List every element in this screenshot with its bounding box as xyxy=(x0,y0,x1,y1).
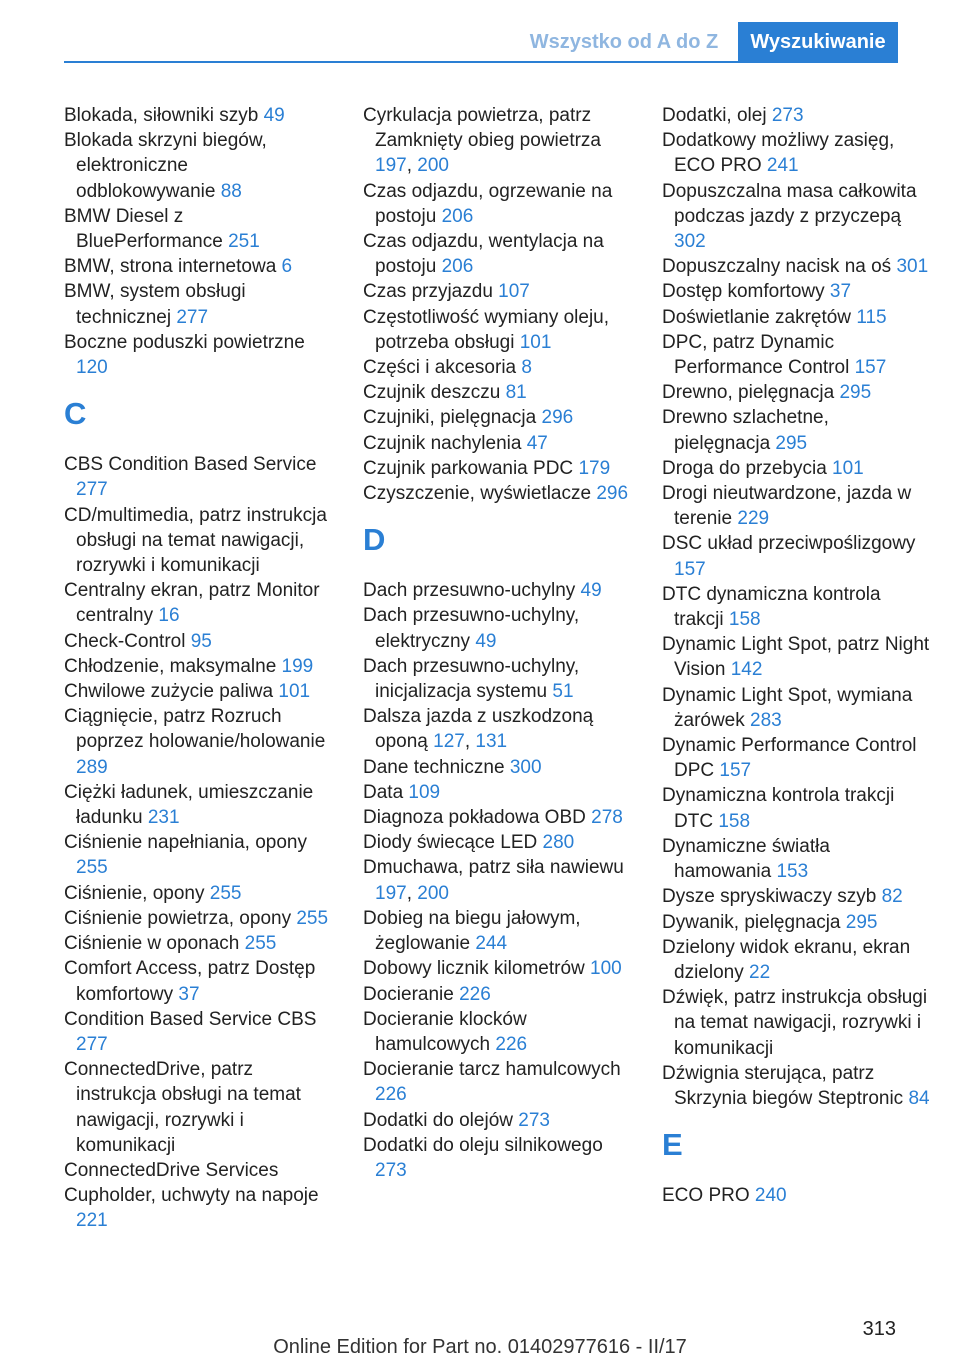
index-entry xyxy=(64,578,332,628)
index-term: BMW Diesel z BluePerformance xyxy=(64,205,223,253)
page-link[interactable]: 251 xyxy=(228,231,260,253)
index-term: Drewno, pielęgnacja xyxy=(662,382,835,404)
page-link[interactable]: 295 xyxy=(845,911,878,933)
page-link[interactable]: 107 xyxy=(498,281,530,303)
index-entry xyxy=(64,780,332,830)
index-term: Boczne poduszki powietrzne xyxy=(64,331,305,353)
page-link[interactable]: 131 xyxy=(475,731,508,753)
index-entry xyxy=(64,629,332,654)
index-term: Doświetlanie zakrętów xyxy=(662,306,852,328)
index-term: Droga do przebycia xyxy=(662,457,827,479)
index-term: Dynamic Light Spot, wymiana żarówek xyxy=(662,684,913,731)
page-link[interactable]: 289 xyxy=(76,756,108,778)
index-term: Cupholder, uchwyty na napoje xyxy=(64,1185,319,1207)
page-link[interactable]: 197 xyxy=(375,155,407,177)
index-entry xyxy=(662,405,930,455)
header xyxy=(0,0,960,62)
page-link[interactable]: 95 xyxy=(190,630,212,652)
page-link[interactable]: 51 xyxy=(552,681,574,703)
page-link[interactable]: 229 xyxy=(737,508,770,530)
page-link[interactable]: 115 xyxy=(856,306,887,328)
index-term: Dodatki, olej xyxy=(662,105,767,126)
page-link[interactable]: 231 xyxy=(147,807,180,829)
edition-footer: Online Edition for Part no. 01402977616 - II/17 xyxy=(273,1336,687,1358)
index-entry xyxy=(64,1183,332,1233)
index-term: Diody świecące LED xyxy=(363,832,538,854)
page-link[interactable]: 6 xyxy=(281,256,293,278)
page-link[interactable]: 158 xyxy=(718,810,751,832)
index-entry xyxy=(363,1057,631,1107)
index-entry xyxy=(363,1108,631,1133)
index-entry xyxy=(64,1057,332,1158)
index-term: Dane techniczne xyxy=(363,756,505,778)
page-link[interactable]: 109 xyxy=(408,781,441,803)
page-link[interactable]: 179 xyxy=(578,457,611,479)
index-term: Dach przesuwno-uchylny, inicjalizacja systemu xyxy=(363,655,580,703)
index-term: Czujnik deszczu xyxy=(363,382,501,404)
index-entry xyxy=(363,179,631,229)
index-term: Ciężki ładunek, umieszczanie ładunku xyxy=(64,781,314,829)
index-term: Dodatkowy możliwy zasięg, ECO PRO xyxy=(662,130,895,177)
index-term: Dostęp komfortowy xyxy=(662,281,825,303)
index-entry xyxy=(662,834,930,884)
index-entry xyxy=(662,380,930,405)
index-term: Drewno szlachetne, pielęgnacja xyxy=(662,407,829,454)
index-entry xyxy=(363,603,631,653)
index-term: DSC układ przeciwpoślizgowy xyxy=(662,533,916,555)
index-entry xyxy=(662,733,930,783)
index-term: Dobieg na biegu jałowym, żeglowanie xyxy=(363,907,581,955)
index-term: Dynamic Performance Control DPC xyxy=(662,735,917,782)
index-entry xyxy=(662,910,930,935)
section-letter: D xyxy=(363,522,386,558)
index-term: Dopuszczalna masa całkowita podczas jazdy z przyczepą xyxy=(662,180,917,227)
page-number: 313 xyxy=(862,1318,896,1340)
page-link[interactable]: 302 xyxy=(674,231,706,253)
index-entry xyxy=(662,305,930,330)
index-term: Dalsza jazda z uszkodzoną oponą xyxy=(363,706,594,753)
index-entry xyxy=(363,578,631,603)
page-link[interactable]: 120 xyxy=(76,357,108,379)
index-column-3 xyxy=(662,103,930,1208)
index-term: Check-Control xyxy=(64,630,186,652)
index-term: Docieranie tarcz hamulcowych xyxy=(363,1059,621,1081)
index-entry xyxy=(363,456,631,481)
index-term: Dzielony widok ekranu, ekran dzielony xyxy=(662,936,911,983)
page-link[interactable]: 127 xyxy=(433,731,465,753)
page-link[interactable]: 273 xyxy=(375,1159,407,1181)
index-entry xyxy=(662,254,930,279)
index-entry xyxy=(64,931,332,956)
index-entry xyxy=(363,906,631,956)
index-entry xyxy=(64,704,332,780)
page-link[interactable]: 280 xyxy=(542,832,575,854)
index-term: Dynamic Light Spot, patrz Night Vision xyxy=(662,634,930,681)
index-term: Ciśnienie powietrza, opony xyxy=(64,907,292,929)
section-letter: C xyxy=(64,396,87,432)
page-link[interactable]: 47 xyxy=(526,432,548,454)
page-link[interactable]: 255 xyxy=(209,882,242,904)
page-link[interactable]: 49 xyxy=(263,105,285,126)
index-entry xyxy=(662,985,930,1061)
index-entry xyxy=(363,1133,631,1183)
index-entry: Cyrkulacja powietrza, patrz Zamknięty obieg powietrza 197, 200 xyxy=(363,105,601,177)
index-entry xyxy=(64,679,332,704)
index-term: Dodatki do oleju silnikowego xyxy=(363,1134,603,1156)
index-term: Dynamiczne światła hamowania xyxy=(662,835,830,883)
index-entry xyxy=(64,330,332,380)
page-link[interactable]: 226 xyxy=(375,1084,407,1106)
page-link[interactable]: 101 xyxy=(832,457,864,479)
index-term: ConnectedDrive, patrz instrukcja obsługi na temat nawigacji, rozrywki i komunikacji xyxy=(64,1059,301,1156)
index-entry xyxy=(363,405,631,430)
index-entry xyxy=(662,481,930,531)
index-entry xyxy=(662,179,930,255)
index-term: BMW, system obsługi technicznej xyxy=(64,281,246,328)
index-entry xyxy=(363,279,631,304)
index-entry xyxy=(662,456,930,481)
index-term: Ciśnienie, opony xyxy=(64,882,205,904)
index-term: Czujnik parkowania PDC xyxy=(363,457,574,479)
index-entry xyxy=(64,1007,332,1057)
index-term: Ciśnienie w oponach xyxy=(64,933,240,955)
page-link[interactable]: 37 xyxy=(829,281,852,303)
page-link[interactable]: 158 xyxy=(728,609,761,631)
index-term: Częstotliwość wymiany oleju, potrzeba obsługi xyxy=(363,306,610,353)
index-entry xyxy=(64,1158,332,1183)
index-entry xyxy=(363,355,631,380)
index-term: DTC dynamiczna kontrola trakcji xyxy=(662,583,881,631)
index-entry xyxy=(363,1007,631,1057)
index-term: DPC, patrz Dynamic Performance Control xyxy=(662,331,850,379)
page-link[interactable]: 101 xyxy=(519,331,552,353)
page-link[interactable]: 295 xyxy=(775,432,808,454)
page-link[interactable]: 296 xyxy=(541,407,574,429)
index-entry xyxy=(662,935,930,985)
index-term: BMW, strona internetowa xyxy=(64,256,277,278)
page-link[interactable]: 200 xyxy=(417,882,449,904)
page-link[interactable]: 49 xyxy=(475,630,497,652)
index-entry xyxy=(64,503,332,579)
index-entry xyxy=(363,956,631,981)
page-link[interactable]: 301 xyxy=(896,256,929,278)
page-link[interactable]: 277 xyxy=(76,479,108,501)
tab-all-a-to-z[interactable]: Wszystko od A do Z xyxy=(529,31,719,53)
page-link[interactable]: 22 xyxy=(749,961,771,983)
index-term: Dysze spryskiwaczy szyb xyxy=(662,886,877,908)
index-entry xyxy=(64,128,332,204)
page-link[interactable]: 101 xyxy=(278,681,311,703)
index-entry: Dmuchawa, patrz siła nawiewu 197, 200 xyxy=(363,857,624,904)
index-term: Dach przesuwno-uchylny xyxy=(363,580,576,602)
page-link[interactable]: 49 xyxy=(580,580,602,602)
index-entry xyxy=(662,330,930,380)
index-term: Blokada skrzyni biegów, elektroniczne odblokowywanie xyxy=(64,130,267,202)
index-entry xyxy=(64,452,332,502)
index-term: Dopuszczalny nacisk na oś xyxy=(662,256,892,278)
index-term: Czujnik nachylenia xyxy=(363,432,522,454)
page-link[interactable]: 241 xyxy=(766,155,799,177)
page-link[interactable]: 277 xyxy=(176,306,209,328)
index-term: Czas przyjazdu xyxy=(363,281,493,303)
page-link[interactable]: 244 xyxy=(475,933,508,955)
index-term: Czas odjazdu, wentylacja na postoju xyxy=(363,231,604,278)
page-link[interactable]: 16 xyxy=(158,605,180,627)
index-entry xyxy=(662,279,930,304)
page-link[interactable]: 277 xyxy=(76,1033,108,1055)
page-link[interactable]: 226 xyxy=(459,983,491,1005)
page-link[interactable]: 240 xyxy=(754,1185,787,1207)
index-term: Czujniki, pielęgnacja xyxy=(363,407,537,429)
index-term: Blokada, siłowniki szyb xyxy=(64,105,259,126)
index-term: Drogi nieutwardzone, jazda w terenie xyxy=(662,483,912,530)
index-term: Czas odjazdu, ogrzewanie na postoju xyxy=(363,180,613,227)
index-term: Condition Based Service CBS xyxy=(64,1008,317,1030)
index-entry xyxy=(64,204,332,254)
page-link[interactable]: 84 xyxy=(908,1087,930,1109)
index-entry xyxy=(64,254,332,279)
index-entry xyxy=(363,805,631,830)
index-term: Dmuchawa, patrz siła nawiewu xyxy=(363,857,624,879)
page-link[interactable]: 300 xyxy=(509,756,542,778)
index-entry xyxy=(363,755,631,780)
header-rule xyxy=(64,61,898,63)
page-link[interactable]: 81 xyxy=(505,382,527,404)
index-entry xyxy=(64,103,332,128)
index-entry xyxy=(662,884,930,909)
index-term: Czyszczenie, wyświetlacze xyxy=(363,483,592,505)
index-term: Cyrkulacja powietrza, patrz Zamknięty obieg powietrza xyxy=(363,105,601,152)
index-entry xyxy=(64,906,332,931)
index-term: Chłodzenie, maksymalne xyxy=(64,655,277,677)
page-link[interactable]: 197 xyxy=(375,882,407,904)
index-entry xyxy=(363,780,631,805)
index-entry xyxy=(363,305,631,355)
index-term: Docieranie xyxy=(363,983,454,1005)
index-term: Centralny ekran, patrz Monitor centralny xyxy=(64,580,320,627)
page-link[interactable]: 221 xyxy=(76,1210,108,1232)
index-entry xyxy=(662,582,930,632)
page-link[interactable]: 200 xyxy=(417,155,449,177)
page-link[interactable]: 8 xyxy=(521,357,532,379)
page-link[interactable]: 37 xyxy=(178,983,200,1005)
index-term: Dźwignia sterująca, patrz Skrzynia biegów Steptronic xyxy=(662,1062,904,1109)
index-term: Dywanik, pielęgnacja xyxy=(662,911,841,933)
index-term: ECO PRO xyxy=(662,1185,750,1207)
index-entry xyxy=(64,654,332,679)
page-link[interactable]: 88 xyxy=(220,180,242,202)
index-term: Diagnoza pokładowa OBD xyxy=(363,807,586,829)
page-link[interactable]: 157 xyxy=(674,558,706,580)
index-entry xyxy=(363,982,631,1007)
page-link[interactable]: 296 xyxy=(596,483,629,505)
index-entry xyxy=(363,380,631,405)
page-link[interactable]: 255 xyxy=(296,907,329,929)
section-letter: E xyxy=(662,1127,683,1163)
index-term: Ciśnienie napełniania, opony xyxy=(64,832,307,854)
index-entry xyxy=(363,481,631,506)
page-link[interactable]: 157 xyxy=(719,760,752,782)
page-link[interactable]: 255 xyxy=(76,857,108,879)
index-term: Dźwięk, patrz instrukcja obsługi na temat nawigacji, rozrywki i komunikacji xyxy=(662,987,928,1059)
page-link[interactable]: 199 xyxy=(281,655,314,677)
index-term: Dynamiczna kontrola trakcji DTC xyxy=(662,785,895,832)
index-entry xyxy=(363,431,631,456)
index-entry xyxy=(64,830,332,880)
index-term: Części i akcesoria xyxy=(363,357,517,379)
index-entry: Dalsza jazda z uszkodzoną oponą 127, 131 xyxy=(363,706,594,753)
index-term: Chwilowe zużycie paliwa xyxy=(64,681,274,703)
index-entry xyxy=(662,683,930,733)
index-entry xyxy=(64,279,332,329)
page-link[interactable]: 295 xyxy=(839,382,872,404)
index-entry xyxy=(662,1061,930,1111)
page-link[interactable]: 273 xyxy=(518,1109,550,1131)
index-entry xyxy=(662,103,930,128)
index-entry xyxy=(662,531,930,581)
index-column-1 xyxy=(64,103,332,1234)
page-link[interactable]: 100 xyxy=(590,958,622,980)
index-term: Data xyxy=(363,781,404,803)
page-link[interactable]: 255 xyxy=(244,933,277,955)
page-link[interactable]: 142 xyxy=(730,659,763,681)
page-link[interactable]: 273 xyxy=(771,105,804,126)
index-entry xyxy=(662,632,930,682)
index-entry xyxy=(662,783,930,833)
index-term: Dobowy licznik kilometrów xyxy=(363,958,585,980)
index-entry xyxy=(363,229,631,279)
index-term: ConnectedDrive Services xyxy=(64,1159,279,1181)
index-term: Comfort Access, patrz Dostęp komfortowy xyxy=(64,958,316,1005)
index-term: Dach przesuwno-uchylny, elektryczny xyxy=(363,605,580,652)
index-term: Docieranie klocków hamulcowych xyxy=(363,1008,527,1055)
tab-search[interactable]: Wyszukiwanie xyxy=(738,22,898,62)
index-entry xyxy=(363,654,631,704)
index-entry xyxy=(363,830,631,855)
index-entry xyxy=(64,881,332,906)
index-term: Ciągnięcie, patrz Rozruch poprzez holowanie/holowanie xyxy=(64,706,326,753)
index-column-2 xyxy=(363,103,631,1183)
page-link[interactable]: 153 xyxy=(776,861,809,883)
index-term: CBS Condition Based Service xyxy=(64,454,317,476)
page-link[interactable]: 206 xyxy=(441,205,474,227)
index-entry xyxy=(662,1183,930,1208)
page-link[interactable]: 278 xyxy=(591,807,623,829)
index-entry xyxy=(662,128,930,178)
index-entry xyxy=(64,956,332,1006)
index-term: Dodatki do olejów xyxy=(363,1109,513,1131)
page-link[interactable]: 283 xyxy=(750,709,782,731)
page-link[interactable]: 157 xyxy=(854,357,887,379)
index-term: CD/multimedia, patrz instrukcja obsługi na temat nawigacji, rozrywki i komunikacji xyxy=(64,504,327,577)
page-link[interactable]: 206 xyxy=(441,256,474,278)
page-link[interactable]: 82 xyxy=(881,886,903,908)
page-link[interactable]: 226 xyxy=(495,1033,528,1055)
